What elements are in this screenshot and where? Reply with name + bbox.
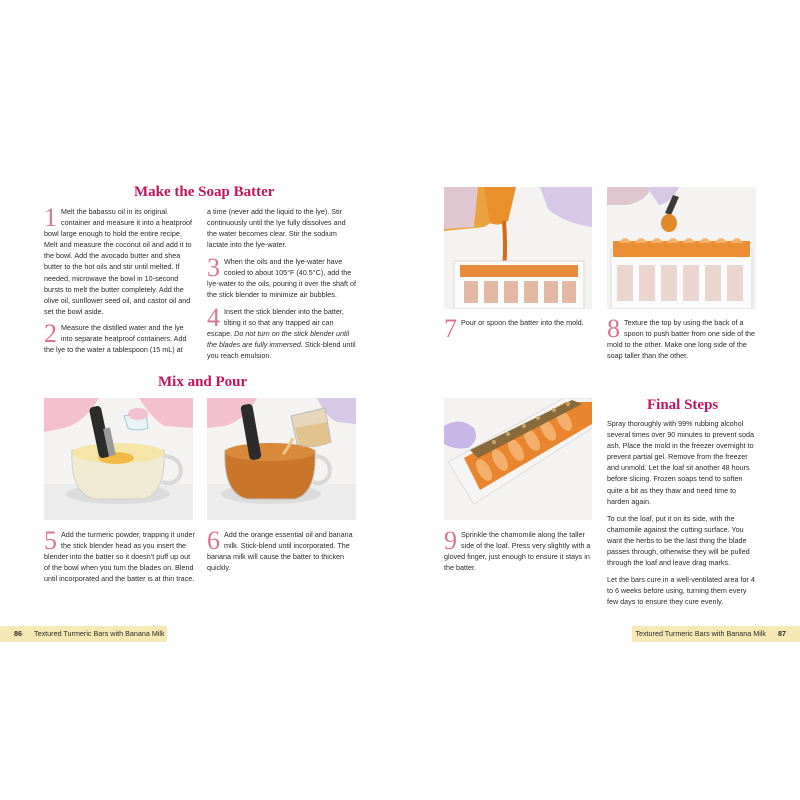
footer-left [0, 626, 167, 642]
step-number: 7 [444, 314, 457, 343]
page-number: 86 [14, 629, 22, 638]
step-9 [444, 526, 594, 573]
step-number: 1 [44, 203, 57, 232]
step-number: 8 [607, 314, 620, 343]
step-text: When the oils and the lye-water have cooled to about 105°F (40.5°C), add the lye-water to the oils, pouring it over the shaft of the stick blender to minimize air bubbles. [207, 257, 357, 300]
step-1 [44, 203, 195, 317]
step-number: 9 [444, 526, 457, 555]
step-text: Add the turmeric powder, trapping it under the stick blender head as you insert the blender into the batter so it doesn’t puff up out of the bowl when you turn the blades on. Blend until incorporated and the batter is at thin trace. [44, 530, 195, 584]
step-number: 5 [44, 526, 57, 555]
step-text: Measure the distilled water and the lye into separate heatproof containers. Add the lye to the water a tablespoon (15 mL) at [44, 323, 187, 355]
step-6 [207, 526, 357, 573]
footer-title: Textured Turmeric Bars with Banana Milk [635, 629, 766, 638]
step-number: 6 [207, 526, 220, 555]
final-steps-text [607, 418, 759, 614]
step-text: Sprinkle the chamomile along the taller side of the loaf. Press very slightly with a gloved finger, just enough to ensure it stays in the batter. [444, 530, 591, 573]
photo-sprinkling-chamomile [444, 398, 592, 520]
footer-right [632, 626, 800, 642]
step-2-continued [207, 206, 357, 250]
step-text: Insert the stick blender into the batter, tilting it so that any trapped air can escape. Do not turn on the stick blender until the blades are fully immersed. Stick-blend until you reach emulsion. [207, 307, 356, 361]
final-paragraph: Let the bars cure in a well-ventilated area for 4 to 6 weeks before using, turning them every few days to ensure they cure evenly. [607, 575, 755, 607]
step-text: Texture the top by using the back of a spoon to push batter from one side of the mold to the other. Make one long side of the soap taller than the other. [607, 318, 756, 361]
page-number: 87 [778, 629, 786, 638]
step-3 [207, 253, 357, 300]
photo-adding-banana-milk [207, 398, 356, 520]
photo-adding-turmeric [44, 398, 193, 520]
heading-mix-and-pour: Mix and Pour [158, 374, 248, 390]
step-4 [207, 303, 357, 361]
right-page [400, 0, 800, 800]
step-number: 2 [44, 319, 57, 348]
caution-text: Do not turn on the stick blender until the blades are fully immersed. [207, 329, 350, 350]
photo-pouring-batter [444, 187, 592, 309]
step-number: 3 [207, 253, 220, 282]
step-2 [44, 319, 195, 355]
final-paragraph: To cut the loaf, put it on its side, with the chamomile against the cutting surface. You want the herbs to be the last thing the blade passes through, otherwise they will be pulled through the loaf and leave drag marks. [607, 513, 750, 568]
step-number: 4 [207, 303, 220, 332]
step-text: Melt the babassu oil in its original container and measure it into a heatproof bowl large enough to hold the entire recipe. Melt and measure the coconut oil and add it to the bowl. Add the avocado butter and shea butter to the hot oils and stir until melted. If needed, microwave the bowl in 10-second bursts to melt the butter completely. Add the olive oil, sunflower seed oil, and castor oil and set the bowl aside. [44, 207, 193, 316]
step-8 [607, 314, 757, 361]
heading-make-the-soap-batter: Make the Soap Batter [134, 184, 275, 200]
step-text: a time (never add the liquid to the lye). Stir continuously until the lye fully dissolves and the water becomes clear. Stir the sodium lactate into the lye-water. [207, 207, 346, 250]
photo-texturing-top [607, 187, 756, 309]
final-paragraph: Spray thoroughly with 99% rubbing alcohol several times over 90 minutes to prevent soda ash. Place the mold in the freezer overnight to prevent partial gel. Remove from the freezer and unmold. Let the loaf sit another 48 hours before slicing. Frozen soaps tend to soften quite a bit as they thaw and need time to harden again. [607, 419, 755, 506]
step-5 [44, 526, 195, 584]
heading-final-steps: Final Steps [647, 397, 719, 413]
step-7 [444, 314, 594, 343]
footer-title: Textured Turmeric Bars with Banana Milk [34, 629, 165, 638]
step-text: Add the orange essential oil and banana milk. Stick-blend until incorporated. The banana milk will cause the batter to thicken quickly. [207, 530, 353, 573]
step-text: Pour or spoon the batter into the mold. [461, 318, 584, 327]
